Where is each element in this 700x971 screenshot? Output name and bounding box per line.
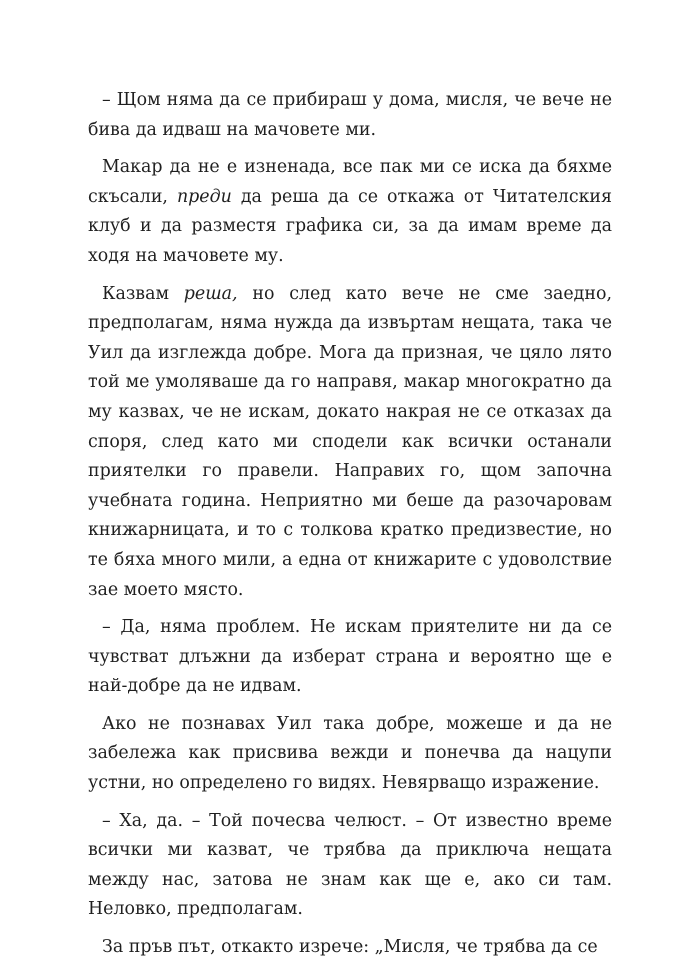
paragraph-3 (88, 280, 612, 606)
paragraph-3-italic-word: реша, (183, 283, 238, 304)
paragraph-3-text-b: но след като вече не сме заедно, предполагам, няма нужда да извъртам нещата, така че Уил да изглежда добре. Мога да призная, че цяло лято той ме умоляваше да го направя, макар многократно да му казвах, че не искам, докато накрая не се отказах да споря, след като ми сподели как всички останали приятелки го правели. Направих го, щом започна учебната година. Неприятно ми беше да разочаровам книжарницата, и то с толкова кратко предизвестие, но те бяха много мили, а една от книжарите с удоволствие зае моето място. (88, 283, 612, 600)
paragraph-1-text: – Щом няма да се прибираш у дома, мисля, че вече не бива да идваш на мачовете ми. (88, 90, 612, 140)
paragraph-7 (88, 933, 612, 963)
book-page (88, 86, 612, 971)
paragraph-6-text: – Ха, да. – Той почесва челюст. – От известно време всички ми казват, че трябва да приключа нещата между нас, затова не знам как ще е, ако си там. Неловко, предполагам. (88, 810, 612, 920)
paragraph-7-text: За пръв път, откакто изрече: „Мисля, че трябва да се (102, 937, 598, 958)
paragraph-5-text: Ако не познавах Уил така добре, можеше и да не забележа как присвива вежди и понечва да нацупи устни, но определено го видях. Невярващо изражение. (88, 713, 612, 794)
paragraph-4 (88, 613, 612, 702)
paragraph-1 (88, 86, 612, 145)
paragraph-2-italic-word: преди (176, 186, 232, 207)
paragraph-2 (88, 153, 612, 271)
paragraph-3-text-a: Казвам (102, 283, 184, 304)
paragraph-2-text-b: да реша да се откажа от Читателския клуб и да разместя графика си, за да имам време да ходя на мачовете му. (88, 186, 612, 266)
paragraph-5 (88, 710, 612, 799)
paragraph-4-text: – Да, няма проблем. Не искам приятелите ни да се чувстват длъжни да изберат страна и вероятно ще е най-добре да не идвам. (88, 617, 612, 697)
paragraph-6 (88, 807, 612, 925)
paragraph-2-text-a: Макар да не е изненада, все пак ми се иска да бяхме скъсали, (88, 157, 612, 207)
